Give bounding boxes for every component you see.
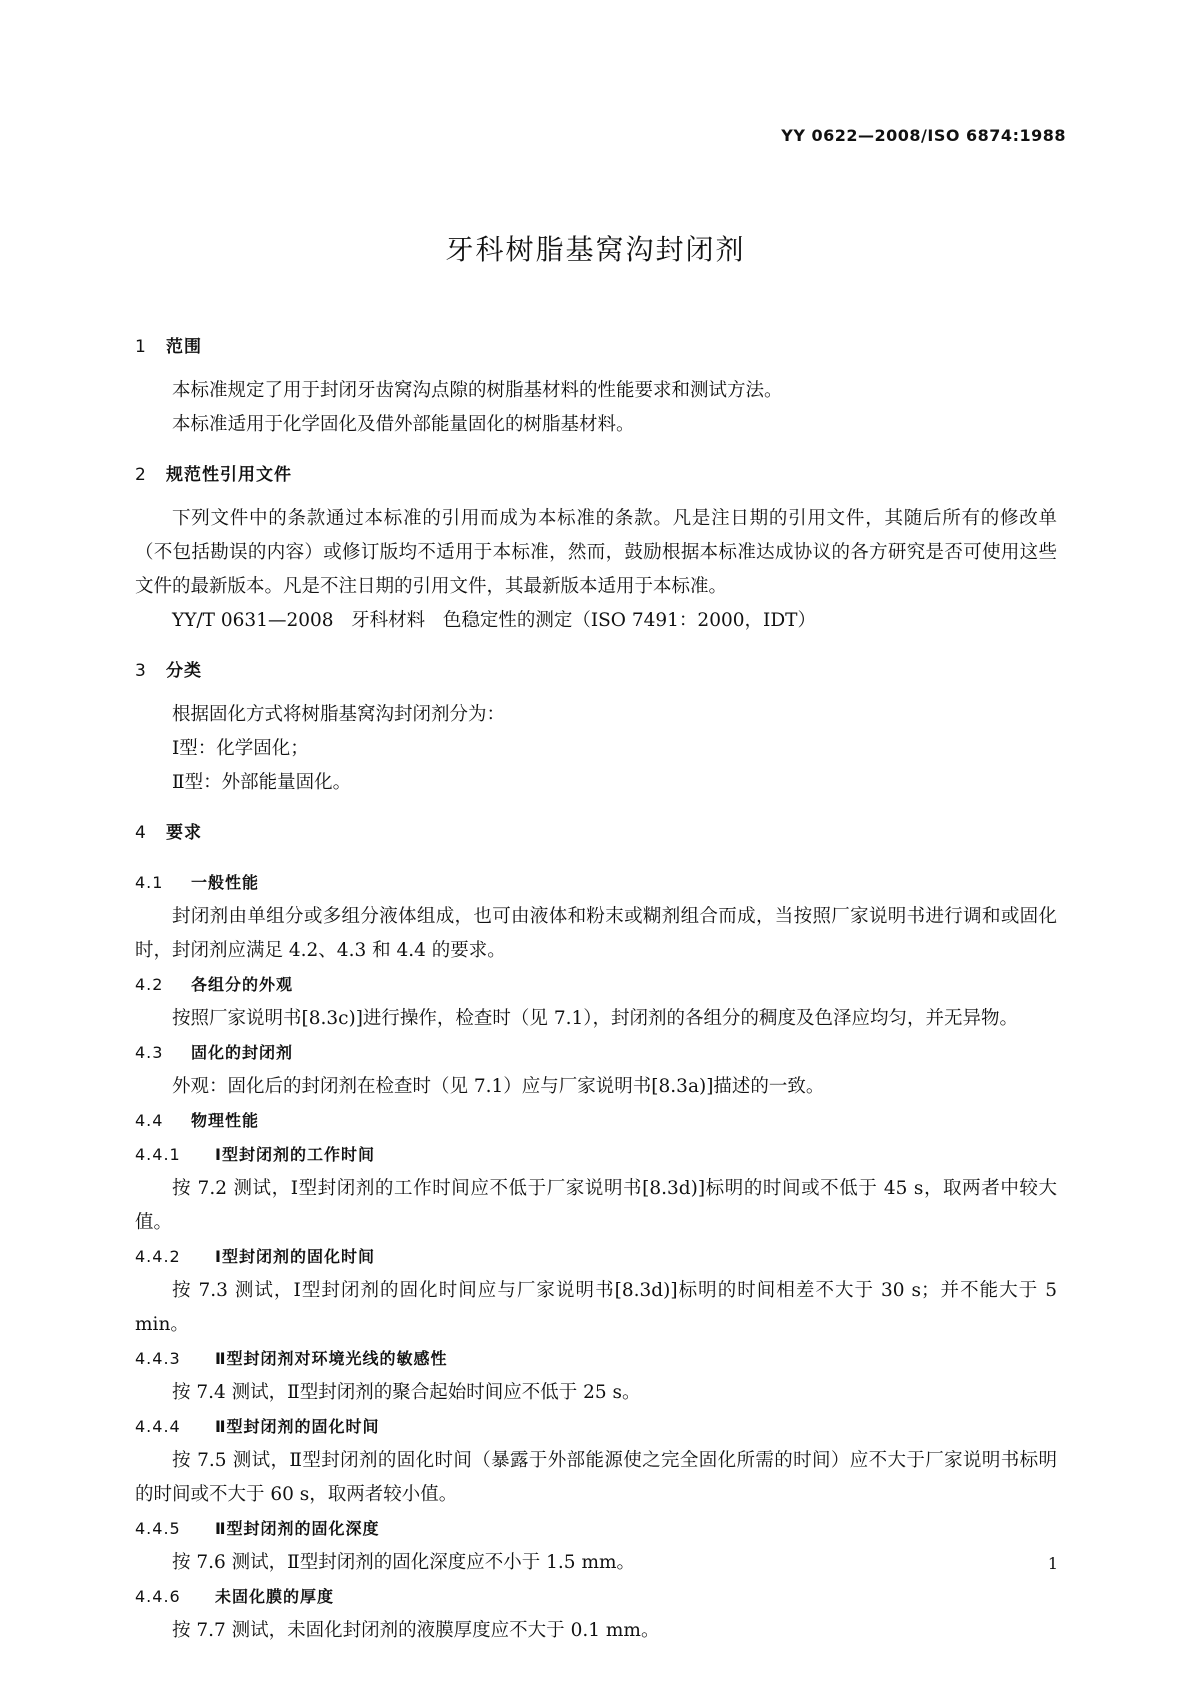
section-title: Ⅱ型封闭剂对环境光线的敏感性 xyxy=(215,1349,448,1368)
paragraph: 根据固化方式将树脂基窝沟封闭剂分为： xyxy=(172,704,506,725)
paragraph: 按 7.3 测试，Ⅰ型封闭剂的固化时间应与厂家说明书[8.3d)]标明的时间相差不大于 30 s；并不能大于 5 min。 xyxy=(135,1280,1057,1335)
section-number: 4.4.5 xyxy=(135,1519,181,1538)
section-number: 1 xyxy=(135,337,147,357)
document-title: 牙科树脂基窝沟封闭剂 xyxy=(445,233,746,266)
section-4-3-heading xyxy=(135,1036,1057,1070)
section-4-4-2-heading xyxy=(135,1240,1057,1274)
paragraph: 外观：固化后的封闭剂在检查时（见 7.1）应与厂家说明书[8.3a)]描述的一致。 xyxy=(172,1076,825,1097)
section-number: 4.4.6 xyxy=(135,1587,181,1606)
paragraph: 按照厂家说明书[8.3c)]进行操作，检查时（见 7.1），封闭剂的各组分的稠度及色泽应均匀，并无异物。 xyxy=(172,1008,1018,1029)
section-title: 固化的封闭剂 xyxy=(191,1043,294,1062)
page-number: 1 xyxy=(1047,1554,1058,1573)
section-title: Ⅰ型封闭剂的固化时间 xyxy=(215,1247,375,1266)
paragraph: Ⅰ型：化学固化； xyxy=(172,738,309,759)
paragraph: 封闭剂由单组分或多组分液体组成，也可由液体和粉末或糊剂组合而成，当按照厂家说明书进行调和或固化时，封闭剂应满足 4.2、4.3 和 4.4 的要求。 xyxy=(135,906,1057,961)
paragraph: 本标准适用于化学固化及借外部能量固化的树脂基材料。 xyxy=(172,414,635,435)
section-title: 各组分的外观 xyxy=(191,975,294,994)
paragraph: 本标准规定了用于封闭牙齿窝沟点隙的树脂基材料的性能要求和测试方法。 xyxy=(172,380,783,401)
section-number: 4.3 xyxy=(135,1043,164,1062)
section-4-4-3-heading xyxy=(135,1342,1057,1376)
section-4-1-heading xyxy=(135,866,1057,900)
paragraph: 按 7.2 测试，Ⅰ型封闭剂的工作时间应不低于厂家说明书[8.3d)]标明的时间或不低于 45 s，取两者中较大值。 xyxy=(135,1178,1057,1233)
document-body xyxy=(135,330,1057,1648)
section-title: 一般性能 xyxy=(191,873,260,892)
section-title: 未固化膜的厚度 xyxy=(215,1587,335,1606)
section-number: 4.1 xyxy=(135,873,164,892)
section-number: 4.4.4 xyxy=(135,1417,181,1436)
paragraph: 按 7.7 测试，未固化封闭剂的液膜厚度应不大于 0.1 mm。 xyxy=(172,1620,660,1641)
section-4-4-5-heading xyxy=(135,1512,1057,1546)
section-title: 范围 xyxy=(166,337,202,357)
section-4-4-4-heading xyxy=(135,1410,1057,1444)
paragraph: 按 7.4 测试，Ⅱ型封闭剂的聚合起始时间应不低于 25 s。 xyxy=(172,1382,641,1403)
section-title: 分类 xyxy=(166,661,202,681)
paragraph: 按 7.6 测试，Ⅱ型封闭剂的固化深度应不小于 1.5 mm。 xyxy=(172,1552,636,1573)
section-title: 物理性能 xyxy=(191,1111,260,1130)
normative-reference: YY/T 0631—2008 牙科材料 色稳定性的测定（ISO 7491：2000，IDT） xyxy=(172,610,816,631)
section-title: Ⅰ型封闭剂的工作时间 xyxy=(215,1145,375,1164)
section-4-heading xyxy=(135,816,1057,850)
section-title: Ⅱ型封闭剂的固化深度 xyxy=(215,1519,380,1538)
paragraph: Ⅱ型：外部能量固化。 xyxy=(172,772,352,793)
section-number: 4 xyxy=(135,823,147,843)
section-title: Ⅱ型封闭剂的固化时间 xyxy=(215,1417,380,1436)
section-2-heading xyxy=(135,458,1057,492)
section-1-heading xyxy=(135,330,1057,364)
section-title: 规范性引用文件 xyxy=(166,465,292,485)
section-4-4-heading xyxy=(135,1104,1057,1138)
section-title: 要求 xyxy=(166,823,202,843)
section-number: 4.4.1 xyxy=(135,1145,181,1164)
section-number: 4.2 xyxy=(135,975,164,994)
section-3-heading xyxy=(135,654,1057,688)
section-number: 2 xyxy=(135,465,147,485)
section-4-4-1-heading xyxy=(135,1138,1057,1172)
section-number: 3 xyxy=(135,661,147,681)
section-number: 4.4.2 xyxy=(135,1247,181,1266)
section-number: 4.4.3 xyxy=(135,1349,181,1368)
standard-code: YY 0622—2008/ISO 6874:1988 xyxy=(781,126,1066,145)
section-number: 4.4 xyxy=(135,1111,164,1130)
paragraph: 下列文件中的条款通过本标准的引用而成为本标准的条款。凡是注日期的引用文件，其随后所有的修改单（不包括勘误的内容）或修订版均不适用于本标准，然而，鼓励根据本标准达成协议的各方研究是否可使用这些文件的最新版本。凡是不注日期的引用文件，其最新版本适用于本标准。 xyxy=(135,508,1057,597)
paragraph: 按 7.5 测试，Ⅱ型封闭剂的固化时间（暴露于外部能源使之完全固化所需的时间）应不大于厂家说明书标明的时间或不大于 60 s，取两者较小值。 xyxy=(135,1450,1057,1505)
section-4-2-heading xyxy=(135,968,1057,1002)
section-4-4-6-heading xyxy=(135,1580,1057,1614)
